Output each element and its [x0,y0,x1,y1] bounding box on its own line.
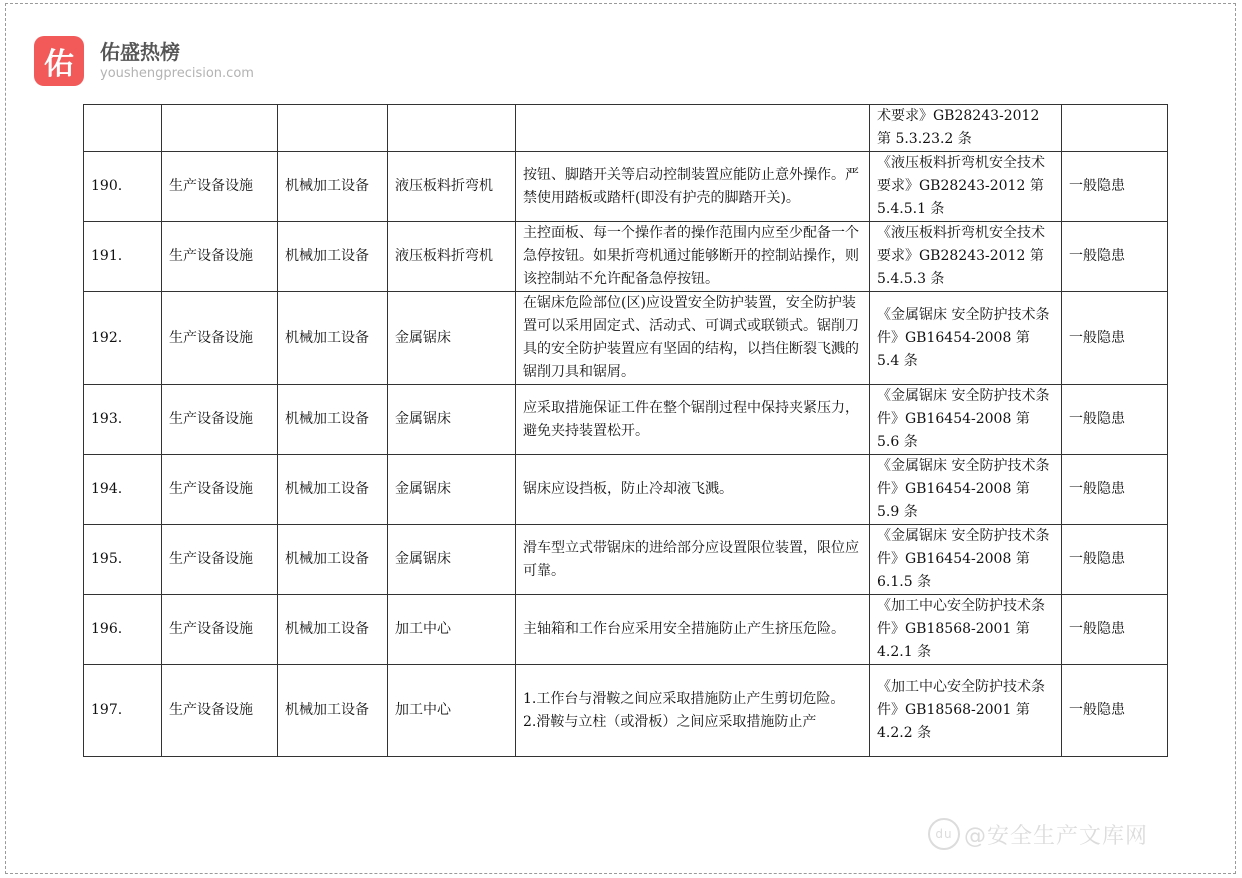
item-number: 192. [84,292,162,385]
equipment: 金属锯床 [388,455,516,525]
equipment: 液压板料折弯机 [388,152,516,222]
standard-basis: 《金属锯床 安全防护技术条件》GB16454-2008 第 5.9 条 [870,455,1062,525]
subcategory: 机械加工设备 [278,152,388,222]
equipment: 金属锯床 [388,385,516,455]
item-number: 197. [84,665,162,757]
subcategory: 机械加工设备 [278,665,388,757]
category: 生产设备设施 [162,455,278,525]
item-number: 193. [84,385,162,455]
category [162,105,278,152]
requirement: 在锯床危险部位(区)应设置安全防护装置，安全防护装置可以采用固定式、活动式、可调式或联锁式。锯削刀具的安全防护装置应有坚固的结构，以挡住断裂飞溅的锯削刀具和锯屑。 [516,292,870,385]
table-row [84,105,1168,152]
hazard-level: 一般隐患 [1062,222,1168,292]
watermark-text: @安全生产文库网 [964,823,1149,849]
equipment: 加工中心 [388,665,516,757]
hazard-level: 一般隐患 [1062,292,1168,385]
requirement: 主轴箱和工作台应采用安全措施防止产生挤压危险。 [516,595,870,665]
subcategory: 机械加工设备 [278,525,388,595]
table-row [84,222,1168,292]
brand-text [100,39,254,83]
category: 生产设备设施 [162,385,278,455]
hazard-level: 一般隐患 [1062,455,1168,525]
subcategory: 机械加工设备 [278,455,388,525]
hazard-level: 一般隐患 [1062,595,1168,665]
requirement: 锯床应设挡板，防止冷却液飞溅。 [516,455,870,525]
brand-logo-icon: 佑 [34,36,84,86]
standard-basis: 《液压板料折弯机安全技术要求》GB28243-2012 第 5.4.5.1 条 [870,152,1062,222]
hazard-table [83,104,1168,757]
standard-basis: 《液压板料折弯机安全技术要求》GB28243-2012 第 5.4.5.3 条 [870,222,1062,292]
category: 生产设备设施 [162,222,278,292]
hazard-level: 一般隐患 [1062,525,1168,595]
subcategory: 机械加工设备 [278,385,388,455]
subcategory [278,105,388,152]
hazard-level: 一般隐患 [1062,665,1168,757]
equipment: 液压板料折弯机 [388,222,516,292]
equipment: 金属锯床 [388,292,516,385]
item-number: 191. [84,222,162,292]
item-number: 196. [84,595,162,665]
brand-url: youshengprecision.com [100,66,254,81]
standard-basis: 《金属锯床 安全防护技术条件》GB16454-2008 第 5.4 条 [870,292,1062,385]
baidu-paw-icon: du [928,818,960,850]
table-row [84,665,1168,757]
standard-basis: 《加工中心安全防护技术条件》GB18568-2001 第 4.2.1 条 [870,595,1062,665]
requirement [516,105,870,152]
standard-basis: 《金属锯床 安全防护技术条件》GB16454-2008 第 6.1.5 条 [870,525,1062,595]
hazard-level [1062,105,1168,152]
requirement: 按钮、脚踏开关等启动控制装置应能防止意外操作。严禁使用踏板或踏杆(即没有护壳的脚踏开关)。 [516,152,870,222]
table-row [84,595,1168,665]
hazard-level: 一般隐患 [1062,385,1168,455]
subcategory: 机械加工设备 [278,292,388,385]
equipment: 金属锯床 [388,525,516,595]
equipment: 加工中心 [388,595,516,665]
brand-header [34,36,254,86]
equipment [388,105,516,152]
category: 生产设备设施 [162,525,278,595]
item-number: 195. [84,525,162,595]
subcategory: 机械加工设备 [278,222,388,292]
watermark [928,818,1148,850]
category: 生产设备设施 [162,665,278,757]
item-number: 190. [84,152,162,222]
category: 生产设备设施 [162,152,278,222]
table-row [84,455,1168,525]
subcategory: 机械加工设备 [278,595,388,665]
table-row [84,152,1168,222]
hazard-level: 一般隐患 [1062,152,1168,222]
requirement: 应采取措施保证工件在整个锯削过程中保持夹紧压力，避免夹持装置松开。 [516,385,870,455]
table-row [84,292,1168,385]
requirement: 滑车型立式带锯床的进给部分应设置限位装置，限位应可靠。 [516,525,870,595]
category: 生产设备设施 [162,595,278,665]
category: 生产设备设施 [162,292,278,385]
item-number: 194. [84,455,162,525]
brand-name: 佑盛热榜 [100,40,180,64]
standard-basis: 术要求》GB28243-2012 第 5.3.23.2 条 [870,105,1062,152]
item-number [84,105,162,152]
standard-basis: 《金属锯床 安全防护技术条件》GB16454-2008 第 5.6 条 [870,385,1062,455]
table-row [84,385,1168,455]
requirement: 主控面板、每一个操作者的操作范围内应至少配备一个急停按钮。如果折弯机通过能够断开的控制站操作，则该控制站不允许配备急停按钮。 [516,222,870,292]
table-row [84,525,1168,595]
standard-basis: 《加工中心安全防护技术条件》GB18568-2001 第 4.2.2 条 [870,665,1062,757]
requirement: 1.工作台与滑鞍之间应采取措施防止产生剪切危险。 2.滑鞍与立柱（或滑板）之间应采取措施防止产 [516,665,870,757]
